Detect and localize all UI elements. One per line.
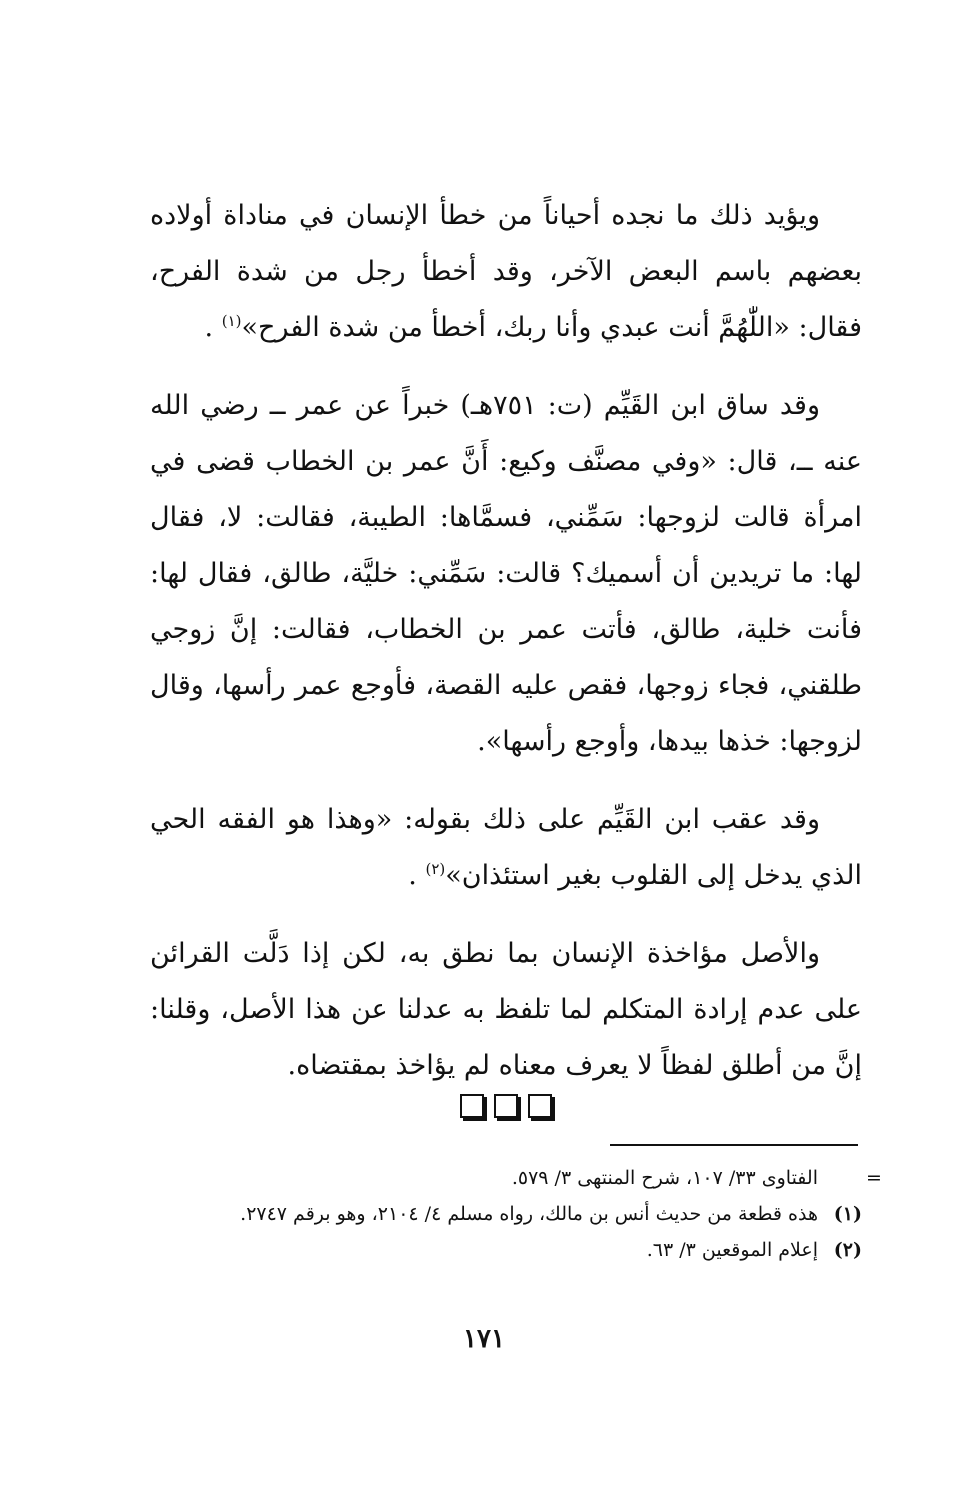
section-divider-ornament <box>460 1094 552 1118</box>
page-number: ١٧١ <box>463 1324 505 1354</box>
footnotes <box>150 1160 862 1268</box>
square-ornament-icon <box>460 1094 484 1118</box>
main-text <box>150 188 862 1116</box>
footnote-text: هذه قطعة من حديث أنس بن مالك، رواه مسلم ٤/ ٢١٠٤، وهو برقم ٢٧٤٧. <box>240 1203 818 1225</box>
footnote-ref-2[interactable]: (٢) <box>425 860 446 878</box>
paragraph-4: والأصل مؤاخذة الإنسان بما نطق به، لكن إذا دَلَّت القرائن على عدم إرادة المتكلم لما تلفظ به عدلنا عن هذا الأصل، وقلنا: إنَّ من أطلق لفظاً لا يعرف معناه لم يؤاخذ بمقتضاه. <box>150 938 862 1081</box>
footnote-ref-1[interactable]: (١) <box>221 312 242 330</box>
footnote-number: (٢) <box>833 1239 862 1261</box>
footnote-continuation: الفتاوى ٣٣/ ١٠٧، شرح المنتهى ٣/ ٥٧٩. <box>511 1167 818 1189</box>
footnote-text: إعلام الموقعين ٣/ ٦٣. <box>646 1239 818 1261</box>
footnote-continuation-mark: = <box>866 1167 882 1189</box>
footnote-separator <box>610 1144 858 1146</box>
footnote-1 <box>150 1196 862 1232</box>
footnote-2 <box>150 1232 862 1268</box>
square-ornament-icon <box>528 1094 552 1118</box>
paragraph-3: وقد عقب ابن القَيِّم على ذلك بقوله: «وهذا هو الفقه الحي الذي يدخل إلى القلوب بغير استئذان»$^{(٢)}$ . <box>150 804 862 891</box>
paragraph-1: ويؤيد ذلك ما نجده أحياناً من خطأ الإنسان في مناداة أولاده بعضهم باسم البعض الآخر، وقد أخطأ رجل من شدة الفرح، فقال: «اللّٰهُمَّ أنت عبدي وأنا ربك، أخطأ من شدة الفرح»$^{(١)}$ . <box>150 200 862 343</box>
footnote-number: (١) <box>833 1203 862 1225</box>
square-ornament-icon <box>494 1094 518 1118</box>
paragraph-2: وقد ساق ابن القَيِّم (ت: ٧٥١هـ) خبراً عن عمر ــ رضي الله عنه ــ، قال: «وفي مصنَّف وكيع: أَنَّ عمر بن الخطاب قضى في امرأة قالت لزوجها: سَمِّني، فسمَّاها: الطيبة، فقالت: لا، فقال لها: ما تريدين أن أسميك؟ قالت: سَمِّني: خليَّة، طالق، فقال لها: فأنت خلية، طالق، فأتت عمر بن الخطاب، فقالت: إنَّ زوجي طلقني، فجاء زوجها، فقص عليه القصة، فأوجع عمر رأسها، وقال لزوجها: خذها بيدها، وأوجع رأسها». <box>150 390 862 757</box>
